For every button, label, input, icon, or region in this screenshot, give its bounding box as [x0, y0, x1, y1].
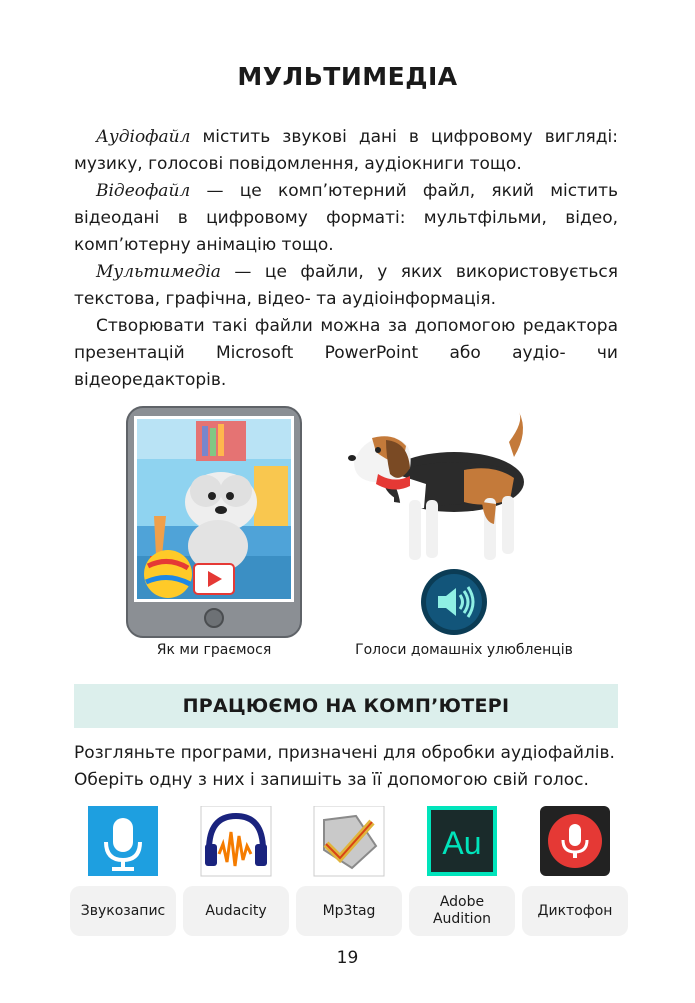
app-audacity[interactable]: [183, 806, 289, 936]
mic-circle-icon: [532, 806, 618, 880]
intro-text: [74, 124, 618, 394]
app-label: Adobe Audition: [409, 886, 515, 936]
task-text: [74, 740, 634, 794]
app-label: Диктофон: [522, 886, 628, 936]
app-label: Mp3tag: [296, 886, 402, 936]
beagle-dog-image: [314, 412, 544, 572]
app-zvukozapys[interactable]: [70, 806, 176, 936]
dog-caption: Голоси домашніх улюбленців: [355, 642, 573, 658]
app-adobe-audition[interactable]: [409, 806, 515, 936]
term-audio: Аудіофайл: [96, 127, 191, 147]
page-number: 19: [336, 948, 359, 968]
speaker-volume-icon: [420, 568, 488, 636]
page-title: МУЛЬТИМЕДІА: [237, 62, 458, 91]
svg-text:Au: Au: [442, 825, 482, 861]
au-logo-icon: [419, 806, 505, 880]
task-line-1: Розгляньте програми, призначені для обробки аудіофайлів.: [74, 743, 615, 763]
headphones-waveform-icon: [193, 806, 279, 880]
tag-checkmark-icon: [306, 806, 392, 880]
tablet-caption: Як ми граємося: [156, 642, 272, 658]
paragraph-multimedia: Мультимедіа — це файли, у яких використовується текстова, графічна, відео- та аудіоінформація.: [74, 262, 618, 309]
app-label: Звукозапис: [70, 886, 176, 936]
term-multimedia: Мультимедіа: [96, 262, 221, 282]
paragraph-video: Відеофайл — це комп’ютерний файл, який містить відеодані в цифровому форматі: мультфільми, відео, комп’ютерну анімацію тощо.: [74, 181, 618, 255]
app-label: Audacity: [183, 886, 289, 936]
paragraph-editors: Створювати такі файли можна за допомогою редактора презентацій Microsoft PowerPoint або аудіо- чи відеоредакторів.: [74, 316, 618, 390]
task-line-2: Оберіть одну з них і запишіть за її допомогою свій голос.: [74, 770, 589, 790]
paragraph-audio: Аудіофайл містить звукові дані в цифровому вигляді: музику, голосові повідомлення, аудіокниги тощо.: [74, 127, 618, 174]
app-mp3tag[interactable]: [296, 806, 402, 936]
app-dyktofon[interactable]: [522, 806, 628, 936]
tablet-video-image: [126, 406, 302, 638]
section-banner: ПРАЦЮЄМО НА КОМП’ЮТЕРІ: [74, 684, 618, 728]
microphone-icon: [80, 806, 166, 880]
term-video: Відеофайл: [96, 181, 191, 201]
audio-apps-list: [70, 806, 630, 936]
illustrations: [74, 404, 618, 664]
